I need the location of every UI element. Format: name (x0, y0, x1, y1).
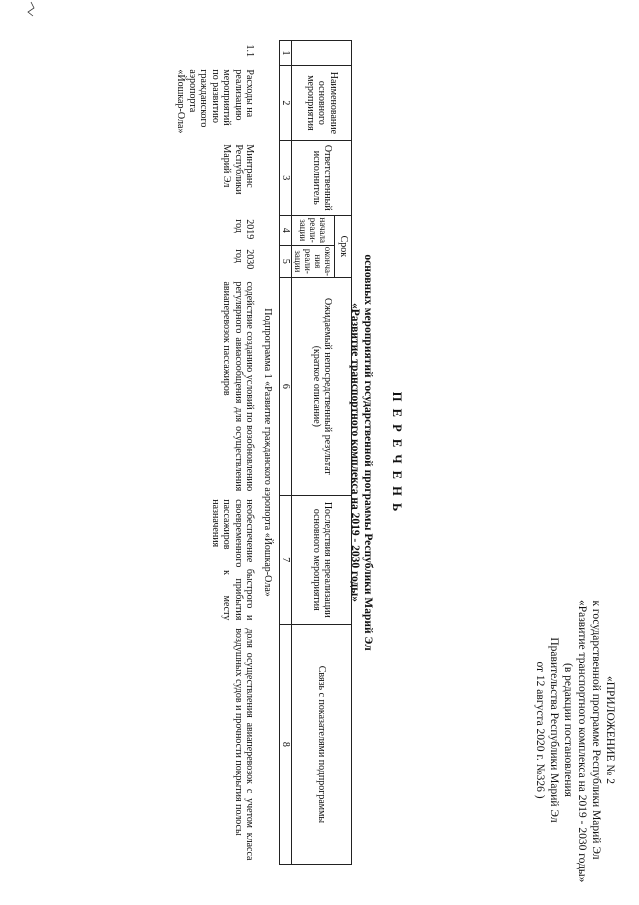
header-link: Связь с показателями подпрограммы (292, 624, 352, 864)
column-number: 4 (280, 215, 293, 245)
row-name: Расходы на реализацию мероприятий по развитию гражданского аэропорта «Йошкар-Ола» (175, 69, 256, 134)
table-row (173, 41, 258, 865)
column-number: 3 (280, 140, 293, 215)
column-number: 8 (280, 624, 293, 864)
column-number: 1 (280, 41, 293, 66)
header-result: Ожидаемый непосредственный результат (краткое описание) (292, 277, 352, 495)
annex-line: к государственной программе Республики Марий Эл (590, 600, 602, 860)
document-title: П Е Р Е Ч Е Н Ь (390, 391, 404, 514)
row-end: 2030 год (233, 249, 256, 270)
handwritten-mark (26, 0, 36, 905)
column-number: 6 (280, 277, 293, 495)
row-link: доля осуществления авиаперевозок с учетом класса воздушных судов и прочности покрытия полосы (233, 628, 256, 861)
annex-line: (в редакции постановления (562, 663, 574, 797)
annex-line: Правительства Республики Марий Эл (548, 637, 560, 823)
activities-table (173, 40, 352, 865)
header-term-end: оконча-ния реали-зации (293, 246, 334, 276)
header-term: Срок (335, 215, 352, 277)
subtitle-line: «Развитие транспортного комплекса на 2019 - 2030 годы» (349, 303, 361, 602)
column-number: 5 (280, 245, 293, 277)
row-start: 2019 год (233, 219, 256, 240)
annex-line: «Развитие транспортного комплекса на 2019 - 2030 годы» (576, 600, 588, 883)
column-number: 2 (280, 65, 293, 140)
column-number-row (280, 41, 293, 865)
header-name: Наименование основного мероприятия (292, 65, 352, 140)
column-number: 7 (280, 495, 293, 624)
header-number (292, 41, 352, 66)
row-executor: Минтранс Республики Марий Эл (221, 144, 256, 195)
row-consequences: необеспечение быстрого и своевременного прибытия пассажиров к месту назначения (210, 499, 256, 621)
row-result: содействие созданию условий по возобновлению регулярного авиасообщения для осуществления авиаперевозок пассажиров (221, 281, 256, 492)
subtitle-line: основных мероприятий государственной программы Республики Марий Эл (362, 254, 374, 651)
row-number: 1.1 (244, 44, 256, 57)
table-header-row (335, 41, 352, 865)
subprogram-title: Подпрограмма 1 «Развитие гражданского аэропорта «Йошкар-Ола» (258, 41, 280, 865)
header-consequences: Последствия нереализации основного мероприятия (292, 495, 352, 624)
header-term-start: начала реали-зации (292, 215, 335, 245)
annex-header (533, 600, 617, 883)
annex-line: от 12 августа 2020 г. №326 ) (534, 661, 546, 799)
annex-line: «ПРИЛОЖЕНИЕ № 2 (604, 675, 616, 784)
subprogram-row (258, 41, 280, 865)
header-executor: Ответственный исполнитель (292, 140, 352, 215)
